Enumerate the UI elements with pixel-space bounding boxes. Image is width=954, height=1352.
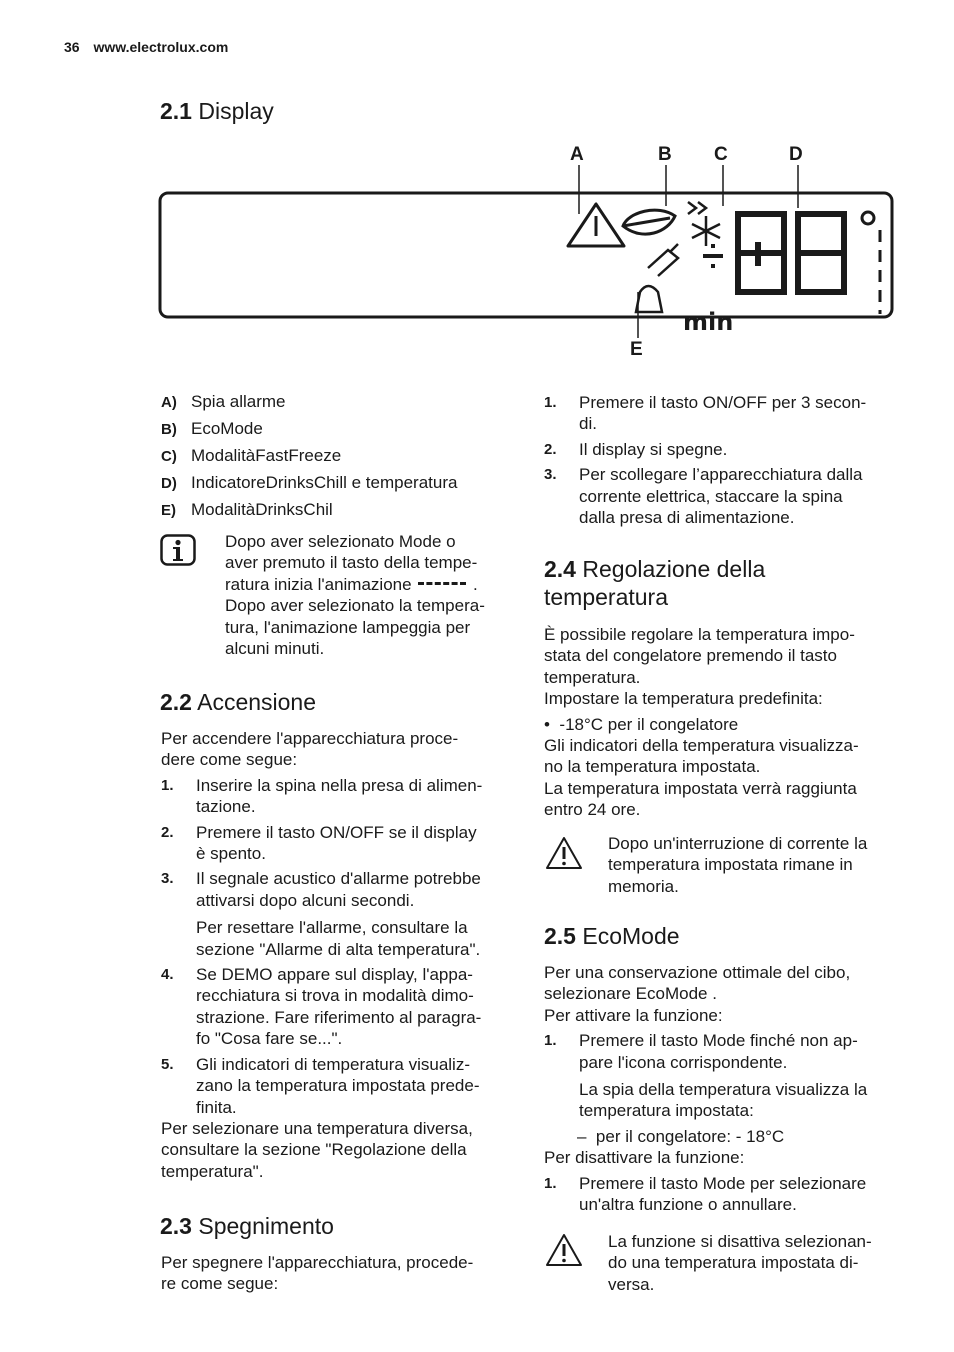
legend-item: C) ModalitàFastFreeze <box>161 446 342 465</box>
callout-b: B <box>658 144 672 165</box>
callout-d: D <box>789 144 803 165</box>
temperature-digits <box>738 214 844 292</box>
list-item: 3. Per scollegare l’apparecchiatura dalla corrente elettrica, staccare la spina dalla presa di alimentazione. <box>544 465 863 528</box>
legend-item: B) EcoMode <box>161 419 263 438</box>
leaf-icon <box>623 210 675 234</box>
dash-item: – per il congelatore: - 18°C <box>577 1126 785 1146</box>
info-icon <box>160 534 196 566</box>
section-2-2-heading: 2.2 Accensione <box>160 689 317 715</box>
callout-e: E <box>630 339 643 360</box>
alarm-icon <box>568 204 624 246</box>
list-item: 2. Premere il tasto ON/OFF se il display è spento. <box>161 822 477 864</box>
section-2-4-body: È possibile regolare la temperatura impo- stata del congelatore premendo il tasto temperatura. Impostare la temperatura predefinita: • -18°C per il congelatore Gli indicatori della temperatura visualizza- no la temperatura impostata. La temperatura impostata verrà raggiunta entro 24 ore. <box>544 624 914 821</box>
list-item: 1. Premere il tasto ON/OFF per 3 secon- di. <box>544 393 867 434</box>
callout-a: A <box>570 144 584 165</box>
min-label: min <box>683 308 734 336</box>
fastfreeze-icon <box>688 202 720 246</box>
list-item: 1. Inserire la spina nella presa di alimen- tazione. <box>161 775 483 817</box>
warning-icon <box>545 1233 583 1267</box>
warning-icon <box>545 836 583 870</box>
list-item: 2. Il display si spegne. <box>544 439 728 459</box>
section-2-3-heading: 2.3 Spegnimento <box>160 1213 334 1239</box>
info-note: Dopo aver selezionato Mode o aver premuto il tasto della tempe- ratura inizia l'animazione . Dopo aver selezionato la tempera- tura, l'animazione lampeggia per alcuni minuti. <box>225 532 485 659</box>
list-item: 4. Se DEMO appare sul display, l'appa- recchiatura si trova in modalità dimo- strazione. Fare riferimento al paragra- fo "Cosa fare se...". <box>161 965 482 1049</box>
warning-note-2-4: Dopo un'interruzione di corrente la temperatura impostata rimane in memoria. <box>608 834 868 896</box>
drinkschill-icon <box>636 244 678 312</box>
section-2-5-body: Per una conservazione ottimale del cibo, selezionare EcoMode . Per attivare la funzione: 1. Premere il tasto Mode finché non ap- pare l'icona corrispondente. La spia della temperatura visualizza la temperatura impostata: – per il congelatore: - 18°C Per disattivare la funzione: 1. Premere il tasto Mode per selezionare un'altra funzione o annullare. <box>544 962 914 1215</box>
section-2-3-steps <box>544 392 904 528</box>
legend-item: E) ModalitàDrinksChil <box>161 500 333 519</box>
site-url[interactable]: www.electrolux.com <box>93 39 229 55</box>
list-item: 3. Il segnale acustico d'allarme potrebbe attivarsi dopo alcuni secondi. Per resettare l'allarme, consultare la sezione "Allarme di alta temperatura". <box>161 869 481 959</box>
legend-item: A) Spia allarme <box>161 392 286 411</box>
section-2-1-heading: 2.1 Display <box>160 98 274 124</box>
degree-icon <box>862 212 874 224</box>
section-2-5-heading: 2.5 EcoMode <box>544 923 680 949</box>
section-2-4-heading: 2.4 Regolazione della temperatura <box>544 556 766 610</box>
animation-dashes <box>418 582 466 588</box>
callout-c: C <box>714 144 728 165</box>
display-diagram <box>158 142 898 362</box>
legend-item: D) IndicatoreDrinksChill e temperatura <box>161 473 458 492</box>
section-2-3-intro: Per spegnere l'apparecchiatura, procede- re come segue: <box>161 1253 474 1294</box>
bullet-item: • -18°C per il congelatore <box>544 714 739 734</box>
page-header <box>64 39 228 55</box>
list-item: 1. Premere il tasto Mode finché non ap- pare l'icona corrispondente. La spia della temperatura visualizza la temperatura impostata: – per il congelatore: - 18°C <box>544 1030 914 1147</box>
list-item: 5. Gli indicatori di temperatura visualiz- zano la temperatura impostata prede- finita. <box>161 1054 480 1117</box>
warning-note-2-5: La funzione si disattiva selezionan- do una temperatura impostata di- versa. <box>608 1232 872 1294</box>
page-number: 36 <box>64 39 80 55</box>
list-item: 1. Premere il tasto Mode per selezionare un'altra funzione o annullare. <box>544 1173 867 1215</box>
display-legend <box>161 389 457 524</box>
section-2-2-body: Per accendere l'apparecchiatura proce- dere come segue: 1. Inserire la spina nella presa di alimen- tazione. 2. Premere il tasto ON/OFF se il display è spento. 3. Il segnale acustico d'allarme potrebbe attivarsi dopo alcuni secondi. Per resettare l'allarme, consultare la sezione "Allarme di alta temperatura". 4. Se DEMO appare sul display, l'appa- recchiatura si trova in modalità dimo- strazione. Fare riferimento al paragra- fo "Cosa fare se...". 5. Gli indicatori di temperatura visualiz- zano la temperatura impostata prede- finita. Per selezionare una temperatura diversa, consultare la sezione "Regolazione della temperatura". <box>161 728 521 1182</box>
